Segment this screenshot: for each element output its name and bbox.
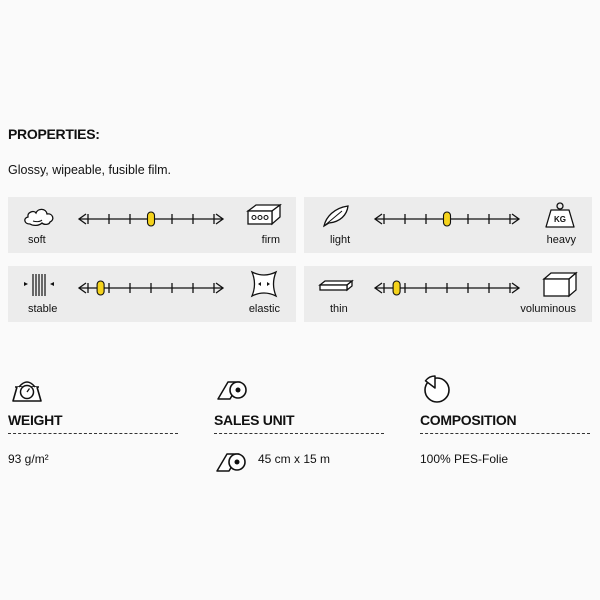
kg-weight-icon [540,201,580,229]
weight-value: 93 g/m² [8,452,49,466]
scale-left-label: stable [28,303,58,315]
weight-heading: WEIGHT [8,412,63,428]
stable-lines-icon [20,272,60,298]
brick-icon [244,201,284,229]
scale-stable-elastic [8,266,296,322]
scale-track [76,278,226,298]
fabric-roll-icon [214,374,248,404]
stretch-icon [244,270,284,298]
properties-description: Glossy, wipeable, fusible film. [8,163,172,177]
scale-right-label: heavy [546,234,576,246]
weight-divider [8,433,178,434]
scale-light-heavy [304,197,592,253]
scale-right-label: voluminous [520,303,576,315]
track-marker [148,212,155,226]
sales-unit-heading: SALES UNIT [214,412,295,428]
voluminous-box-icon [540,270,580,298]
cloud-icon [20,203,60,229]
fabric-roll-icon [213,446,247,476]
scale-right-label: firm [261,234,280,246]
scale-left-label: thin [330,303,348,315]
scale-left-label: light [330,234,351,246]
scale-track [372,278,522,298]
scale-icon [10,374,44,404]
scale-soft-firm [8,197,296,253]
scale-track [76,209,226,229]
sales-unit-divider [214,433,384,434]
track-marker [444,212,451,226]
track-marker [97,281,104,295]
composition-divider [420,433,590,434]
sales-unit-value: 45 cm x 15 m [258,452,331,466]
thin-slab-icon [316,272,356,298]
composition-value: 100% PES-Folie [420,452,509,466]
composition-heading: COMPOSITION [420,412,517,428]
feather-icon [316,203,356,229]
track-marker [393,281,400,295]
scale-right-label: elastic [248,303,280,315]
properties-title: PROPERTIES: [8,126,100,142]
kg-weight-text: KG [554,215,566,224]
scale-track [372,209,522,229]
scale-left-label: soft [28,234,46,246]
pie-chart-icon [420,374,454,404]
scale-thin-voluminous [304,266,592,322]
